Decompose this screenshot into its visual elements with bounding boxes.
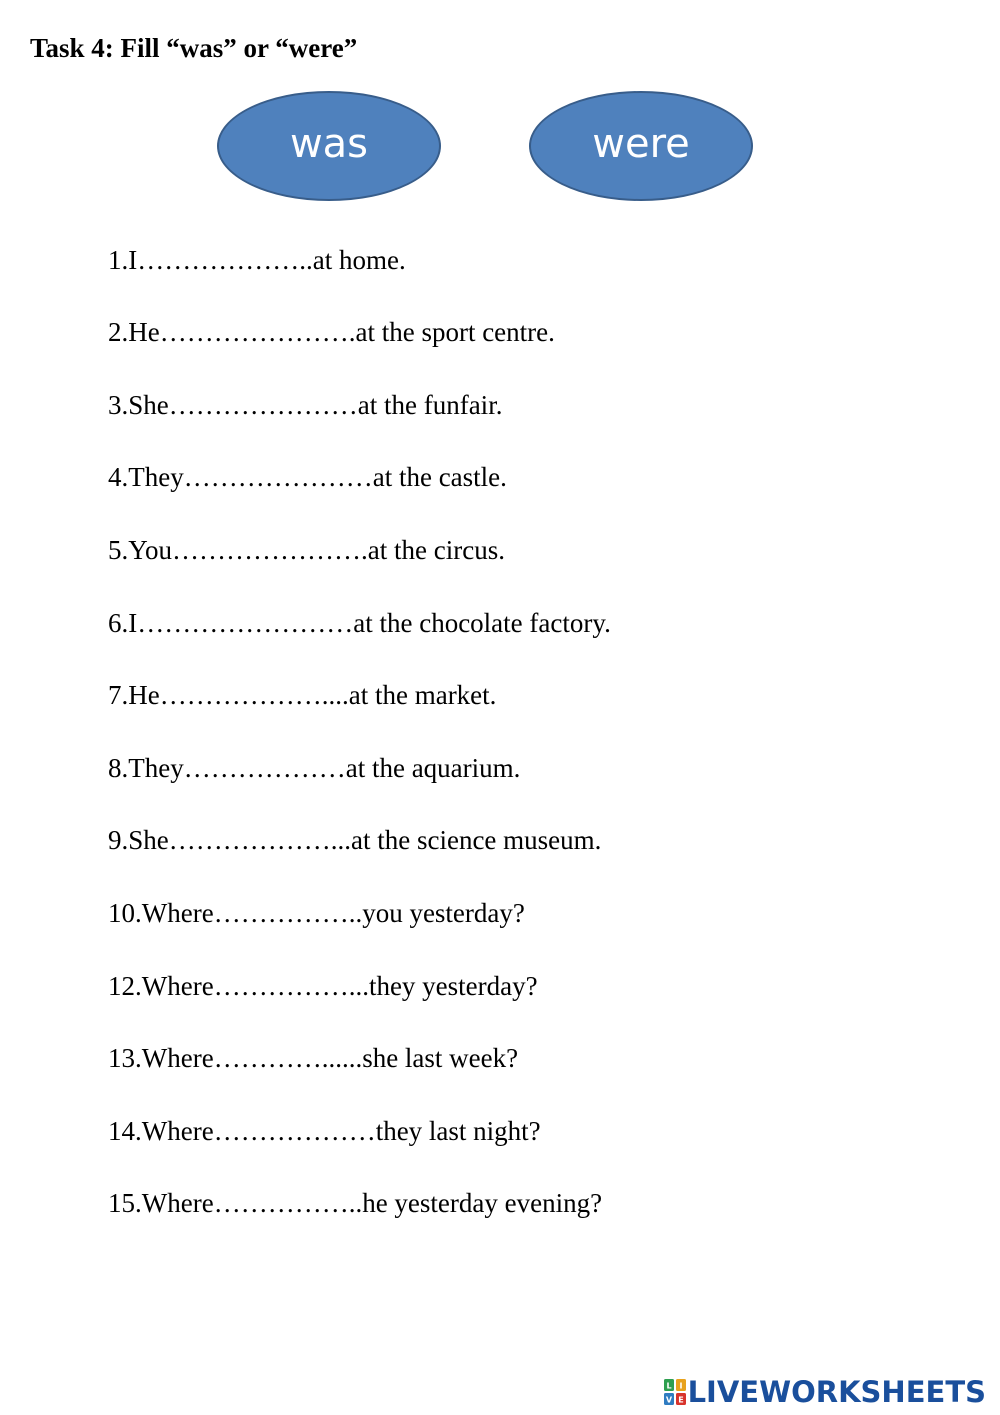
liveworksheets-logo-icon	[664, 1379, 686, 1405]
sentence-8: 8.They………………at the aquarium.	[108, 753, 521, 783]
word-option-was	[217, 91, 441, 201]
task-title: Task 4: Fill “was” or “were”	[30, 33, 358, 63]
sentence-12: 12.Where……………...they yesterday?	[108, 971, 538, 1001]
sentence-6: 6.I……………………at the chocolate factory.	[108, 608, 611, 638]
svg-text:V: V	[665, 1395, 672, 1405]
sentence-4: 4.They…………………at the castle.	[108, 462, 507, 492]
word-option-were	[529, 91, 753, 201]
liveworksheets-wordmark: LIVEWORKSHEETS	[687, 1374, 986, 1409]
sentence-3: 3.She…………………at the funfair.	[108, 390, 503, 420]
svg-text:I: I	[679, 1381, 683, 1391]
sentence-13: 13.Where…………......she last week?	[108, 1043, 519, 1073]
liveworksheets-brand[interactable]	[664, 1374, 986, 1410]
sentence-10: 10.Where……………..you yesterday?	[108, 898, 525, 928]
svg-text:L: L	[666, 1381, 672, 1391]
sentence-7: 7.He………………....at the market.	[108, 680, 497, 710]
word-option-was-label: was	[289, 121, 369, 167]
sentence-1: 1.I………………..at home.	[108, 245, 406, 275]
sentence-9: 9.She………………...at the science museum.	[108, 825, 602, 855]
sentence-15: 15.Where……………..he yesterday evening?	[108, 1188, 603, 1218]
sentence-5: 5.You………………….at the circus.	[108, 535, 505, 565]
sentence-2: 2.He………………….at the sport centre.	[108, 317, 555, 347]
sentence-14: 14.Where………………they last night?	[108, 1116, 541, 1146]
word-option-were-label: were	[592, 121, 690, 167]
svg-text:E: E	[677, 1395, 684, 1405]
